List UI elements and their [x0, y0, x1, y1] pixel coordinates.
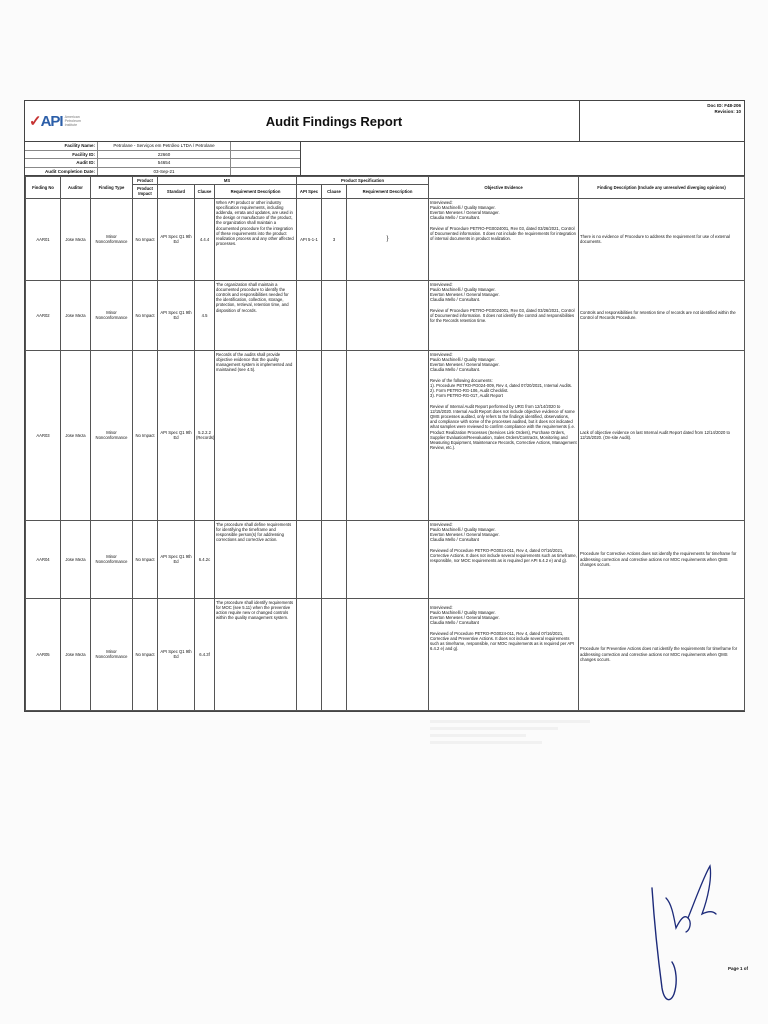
objective-evidence: Interviewed: Paulo Machinelli / Quality Manager. Everton Meneses / General Manager. Claudia Mello / Consultant Reviewed of Procedure PETRO-PG0024-011, Rev 4, dated 07/16/2021, Corrective Actions. It does not include several requirements such as timeframe, responsible, nor MOC requirements as is required per API 6.4.2 e) and g). — [429, 520, 579, 598]
clause: 6.4.2c — [195, 520, 215, 598]
standard: API Spec Q1 9th Ed — [158, 280, 195, 350]
finding-type: Minor Nonconformance — [91, 520, 133, 598]
standard: API Spec Q1 9th Ed — [158, 350, 195, 520]
col-finding-no: Finding No — [26, 177, 61, 199]
api-spec — [297, 280, 322, 350]
api-spec: API 5-1-1 — [297, 198, 322, 280]
finding-type: Minor Nonconformance — [91, 598, 133, 710]
facility-id-value: 22660 — [98, 151, 231, 159]
requirement-description: The procedure shall identify requirements for MOC (see 5.11) when the preventive action require new or changed controls within the quality management system. — [215, 598, 297, 710]
spec-requirement-description — [347, 598, 429, 710]
product-impact: No Impact — [133, 520, 158, 598]
report-header — [25, 101, 744, 142]
finding-no: AAR02 — [26, 280, 61, 350]
api-logo — [25, 101, 89, 141]
requirement-description: The procedure shall define requirements for identifying the timeframe and responsible person(s) for addressing corrections and corrective action. — [215, 520, 297, 598]
finding-type: Minor Nonconformance — [91, 280, 133, 350]
table-row — [26, 198, 745, 280]
spec-clause — [322, 598, 347, 710]
finding-description: Lack of objective evidence on last Internal Audit Report dated from 12/14/2020 to 12/15/2020. (On-site Audit). — [579, 350, 745, 520]
product-impact: No Impact — [133, 198, 158, 280]
product-impact: No Impact — [133, 350, 158, 520]
col-auditor: Auditor — [61, 177, 91, 199]
objective-evidence: Interviewed: Paulo Machinelli / Quality Manager. Everton Meneses / General Manager. Claudia Mello / Consultant. Review of Procedure PETRO-PG0024001, Rev 03, dated 03/26/2021, Control of Documented information. It does not include the requirements for integration of internal documents in product realization. — [429, 198, 579, 280]
col-finding-description: Finding Description (Include any unresolved diverging opinions) — [579, 177, 745, 199]
api-spec — [297, 520, 322, 598]
spec-requirement-description — [347, 520, 429, 598]
signature-image — [640, 858, 720, 1008]
auditor: Jose Meza — [61, 280, 91, 350]
doc-revision: Revision: 10 — [714, 109, 741, 114]
standard: API Spec Q1 9th Ed — [158, 198, 195, 280]
spec-clause — [322, 350, 347, 520]
auditor: Jose Meza — [61, 350, 91, 520]
api-spec — [297, 350, 322, 520]
col-clause: Clause — [195, 185, 215, 198]
audit-id-row: Audit ID: 54654 — [25, 159, 300, 168]
api-logo-subtext: American Petroleum Institute — [64, 115, 81, 127]
finding-type: Minor Nonconformance — [91, 198, 133, 280]
objective-evidence: Interviewed: Paulo Machinelli / Quality Manager. Everton Meneses / General Manager. Claudia Mello / Consultant Reviewed of Procedure PETRO-PG0024-011, Rev 4, dated 07/16/2021, Corrective and Preventive Actions. It does not include several requirements such as timeframe, responsible, nor MOC requirements as is required per API 6.4.2 e) and g). — [429, 598, 579, 710]
finding-no: AAR03 — [26, 350, 61, 520]
col-standard: Standard — [158, 185, 195, 198]
clause: 4.4.4 — [195, 198, 215, 280]
table-group-header — [26, 177, 745, 185]
col-product-impact: Product Impact — [133, 185, 158, 198]
finding-no: AAR04 — [26, 520, 61, 598]
doc-id: Doc ID: F48-206 — [707, 103, 741, 108]
page-number: Page 1 of — [728, 966, 749, 971]
auditor: Jose Meza — [61, 198, 91, 280]
report-title: Audit Findings Report — [89, 101, 580, 141]
findings-table — [25, 176, 745, 711]
requirement-description: When API product or other industry specification requirements, including addenda, errata and updates, are used in the design or manufacture of the product, the organization shall maintain a documented procedure for the integration of these requirements into the product realization process and any other affected processes. — [215, 198, 297, 280]
finding-description: Procedure for Corrective Actions does not identify the requirements for timeframe for addressing correction and corrective actions nor MOC requirements when QMS changes occurs. — [579, 520, 745, 598]
col-group-ms: MS — [158, 177, 297, 185]
standard: API Spec Q1 9th Ed — [158, 520, 195, 598]
col-objective-evidence: Objective Evidence — [429, 177, 579, 199]
col-spec-clause: Clause — [322, 185, 347, 198]
finding-no: AAR05 — [26, 598, 61, 710]
audit-date-value: 03-Sep-21 — [98, 168, 231, 176]
audit-date-row: Audit Completion Date: 03-Sep-21 — [25, 168, 300, 176]
spec-clause — [322, 520, 347, 598]
doc-info — [580, 101, 744, 141]
table-row — [26, 350, 745, 520]
clause: 4.5 — [195, 280, 215, 350]
product-impact: No Impact — [133, 280, 158, 350]
facility-info — [25, 142, 744, 176]
facility-id-row: Facility ID: 22660 — [25, 151, 300, 160]
spec-requirement-description: } — [347, 198, 429, 280]
auditor: Jose Meza — [61, 598, 91, 710]
col-requirement-description: Requirement Description — [215, 185, 297, 198]
standard: API Spec Q1 9th Ed — [158, 598, 195, 710]
bleed-through-marks — [430, 716, 590, 748]
spec-requirement-description — [347, 350, 429, 520]
spec-clause — [322, 280, 347, 350]
table-row — [26, 520, 745, 598]
requirement-description: Records of the audits shall provide objective evidence that the quality management system is implemented and maintained (see 4.5). — [215, 350, 297, 520]
facility-name-row: Facility Name: Petrolane - Serviços em Petróleo LTDA / Petrolane — [25, 142, 300, 151]
clause: 5.2.2.2 (Records) — [195, 350, 215, 520]
requirement-description: The organization shall maintain a documented procedure to identify the controls and responsibilities needed for the identification, collection, storage, protection, retrieval, retention time, and disposition of records. — [215, 280, 297, 350]
clause: 6.4.3f — [195, 598, 215, 710]
finding-no: AAR01 — [26, 198, 61, 280]
table-row — [26, 280, 745, 350]
audit-findings-sheet — [24, 100, 745, 712]
finding-description: Controls and responsibilities for retention time of records are not identified within the Control of Records Procedure. — [579, 280, 745, 350]
spec-requirement-description — [347, 280, 429, 350]
objective-evidence: Interviewed: Paulo Machinelli / Quality Manager. Everton Meneses / General Manager. Claudia Mello / Consultant. Review of Procedure PETRO-PG0024001, Rev 03, dated 03/26/2021, Control of Documented information. It does not identify the control and responsibilities for the Records retention time. — [429, 280, 579, 350]
audit-id-value: 54654 — [98, 159, 231, 167]
auditor: Jose Meza — [61, 520, 91, 598]
product-impact: No Impact — [133, 598, 158, 710]
col-finding-type: Finding Type — [91, 177, 133, 199]
col-group-product: Product — [133, 177, 158, 185]
col-group-spec: Product Specification — [297, 177, 429, 185]
api-spec — [297, 598, 322, 710]
finding-type: Minor Nonconformance — [91, 350, 133, 520]
col-spec-requirement-description: Requirement Description — [347, 185, 429, 198]
finding-description: Procedure for Preventive Actions does not identify the requirements for timeframe for addressing correction and corrective actions nor MOC requirements when QMS changes occurs. — [579, 598, 745, 710]
finding-description: There is no evidence of Procedure to address the requirement for use of external documents. — [579, 198, 745, 280]
spec-clause: 3 — [322, 198, 347, 280]
facility-name-value: Petrolane - Serviços em Petróleo LTDA / Petrolane — [98, 142, 231, 150]
objective-evidence: Interviewed: Paulo Machinelli / Quality Manager. Everton Meneses / General Manager. Claudia Mello / Consultant. Revie of the following documents: 1). Procedure PETRO-PG024-009, Rev 4, dated 07/20/2021, Internal Audits. 2). Form PETRO-RG-106, Audit Checklist. 3). Form PETRO-RG-017, Audit Report Review of Internal Audit Report performed by URG from 12/14/2020 to 12/15/2020. Internal Audit Report does not include objective evidence of some QMS processes audited, only refers to the findings identified, observations, and compliance with some of the processes audited, but it does not indicated what samples were reviewed to confirm compliance with the requirements (i.e. Product Realization Processes (Services Link Orders), Purchase Orders, Supplier Evaluation/Reevaluation, Sales Orders/Contracts, Monitoring and Measuring Equipment, Maintenance Records, Corrective Actions, Management Review, etc.). — [429, 350, 579, 520]
api-logo-mark: ✓API — [29, 113, 63, 130]
table-row — [26, 598, 745, 710]
col-api-spec: API Spec — [297, 185, 322, 198]
